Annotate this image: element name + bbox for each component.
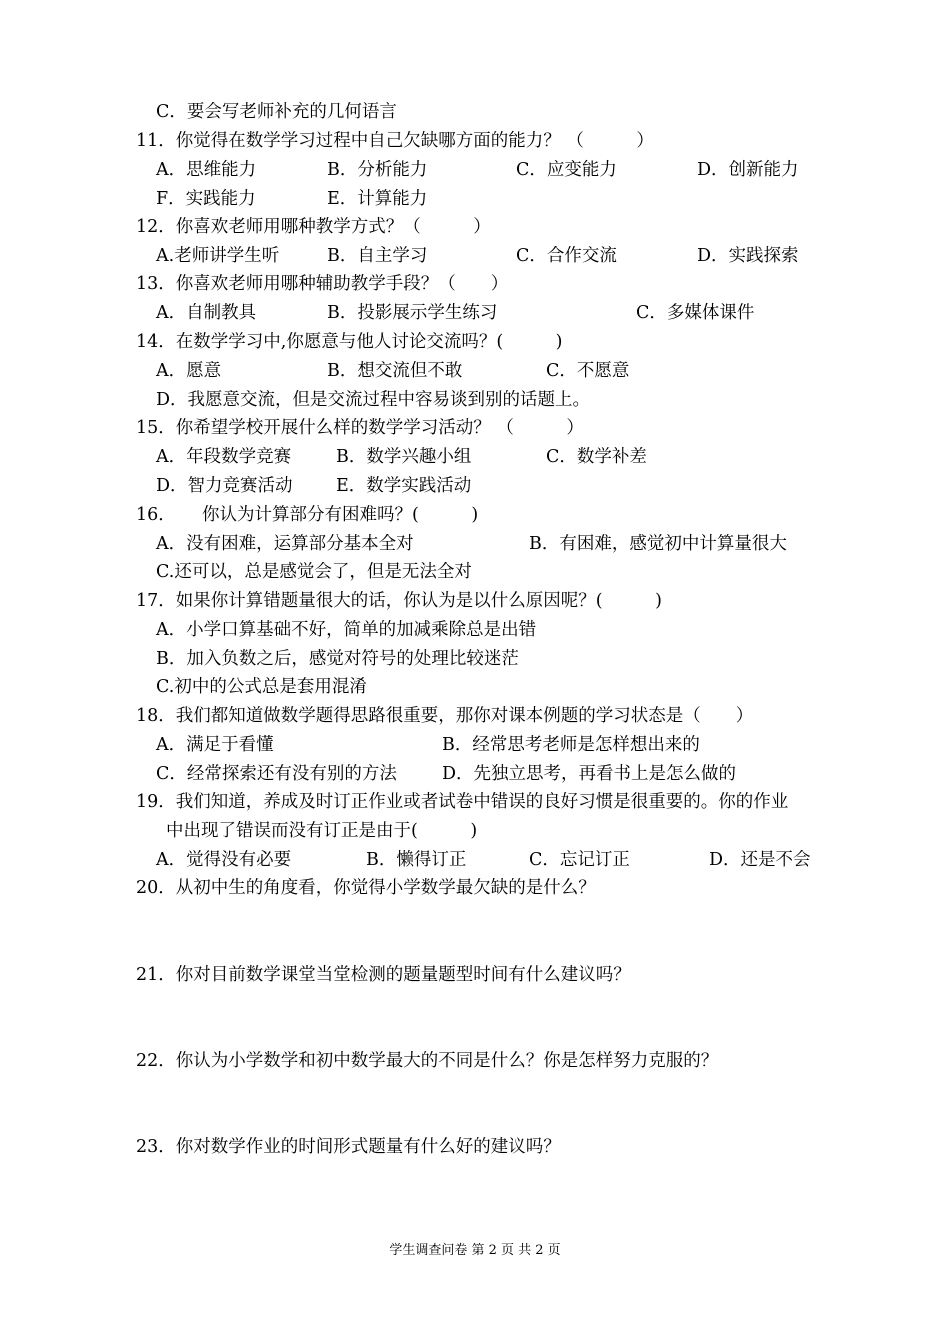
option-11d: D．创新能力 [697, 160, 799, 180]
option-19d: D．还是不会 [709, 850, 811, 870]
question-19-continuation: 中出现了错误而没有订正是由于( ) [166, 821, 478, 841]
option-18d: D．先独立思考，再看书上是怎么做的 [442, 764, 737, 784]
option-13a: A．自制教具 [156, 303, 257, 323]
option-19b: B．懒得订正 [366, 850, 467, 870]
option-18b: B．经常思考老师是怎样想出来的 [442, 735, 700, 755]
option-16c: C.还可以，总是感觉会了，但是无法全对 [156, 562, 472, 582]
option-15a: A．年段数学竞赛 [156, 447, 292, 467]
question-13: 13．你喜欢老师用哪种辅助教学手段？（ ） [136, 274, 509, 294]
option-12d: D．实践探索 [697, 246, 799, 266]
option-15e: E．数学实践活动 [336, 476, 472, 496]
question-17: 17．如果你计算错题量很大的话，你认为是以什么原因呢？( ) [136, 591, 662, 611]
question-22: 22．你认为小学数学和初中数学最大的不同是什么？你是怎样努力克服的？ [136, 1051, 719, 1071]
question-20: 20．从初中生的角度看，你觉得小学数学最欠缺的是什么？ [136, 878, 596, 898]
option-11f: F．实践能力 [156, 189, 256, 209]
option-15c: C．数学补差 [546, 447, 647, 467]
option-17c: C.初中的公式总是套用混淆 [156, 677, 367, 697]
option-19c: C．忘记订正 [529, 850, 630, 870]
option-15b: B．数学兴趣小组 [336, 447, 472, 467]
option-15d: D．智力竞赛活动 [156, 476, 293, 496]
option-18a: A．满足于看懂 [156, 735, 274, 755]
option-14c: C．不愿意 [546, 361, 630, 381]
question-19: 19．我们知道，养成及时订正作业或者试卷中错误的良好习惯是很重要的。你的作业 [136, 792, 789, 812]
option-11e: E．计算能力 [327, 189, 428, 209]
question-15: 15．你希望学校开展什么样的数学学习活动？ （ ） [136, 418, 584, 438]
question-21: 21．你对目前数学课堂当堂检测的题量题型时间有什么建议吗？ [136, 965, 631, 985]
option-14d: D．我愿意交流，但是交流过程中容易谈到别的话题上。 [156, 390, 591, 410]
question-12: 12．你喜欢老师用哪种教学方式？（ ） [136, 217, 491, 237]
option-17b: B．加入负数之后，感觉对符号的处理比较迷茫 [156, 649, 519, 669]
question-14: 14．在数学学习中,你愿意与他人讨论交流吗？( ) [136, 332, 563, 352]
option-12b: B．自主学习 [327, 246, 428, 266]
option-16a: A．没有困难，运算部分基本全对 [156, 534, 414, 554]
option-12c: C．合作交流 [516, 246, 617, 266]
question-23: 23．你对数学作业的时间形式题量有什么好的建议吗？ [136, 1137, 561, 1157]
question-11: 11．你觉得在数学学习过程中自己欠缺哪方面的能力？ （ ） [136, 131, 654, 151]
option-19a: A．觉得没有必要 [156, 850, 292, 870]
option-17a: A．小学口算基础不好，简单的加减乘除总是出错 [156, 620, 537, 640]
option-14b: B．想交流但不敢 [327, 361, 463, 381]
option-11c: C．应变能力 [516, 160, 617, 180]
option-14a: A．愿意 [156, 361, 222, 381]
question-18: 18．我们都知道做数学题得思路很重要，那你对课本例题的学习状态是（ ） [136, 706, 754, 726]
option-13c: C．多媒体课件 [636, 303, 755, 323]
option-13b: B．投影展示学生练习 [327, 303, 498, 323]
page-footer: 学生调查问卷 第 2 页 共 2 页 [389, 1243, 561, 1258]
question-16: 16． 你认为计算部分有困难吗？( ) [136, 505, 479, 525]
option-11a: A．思维能力 [156, 160, 257, 180]
option-18c: C．经常探索还有没有别的方法 [156, 764, 397, 784]
option-12a: A.老师讲学生听 [156, 246, 280, 266]
option-10c: C．要会写老师补充的几何语言 [156, 102, 397, 122]
option-11b: B．分析能力 [327, 160, 428, 180]
option-16b: B．有困难，感觉初中计算量很大 [529, 534, 787, 554]
